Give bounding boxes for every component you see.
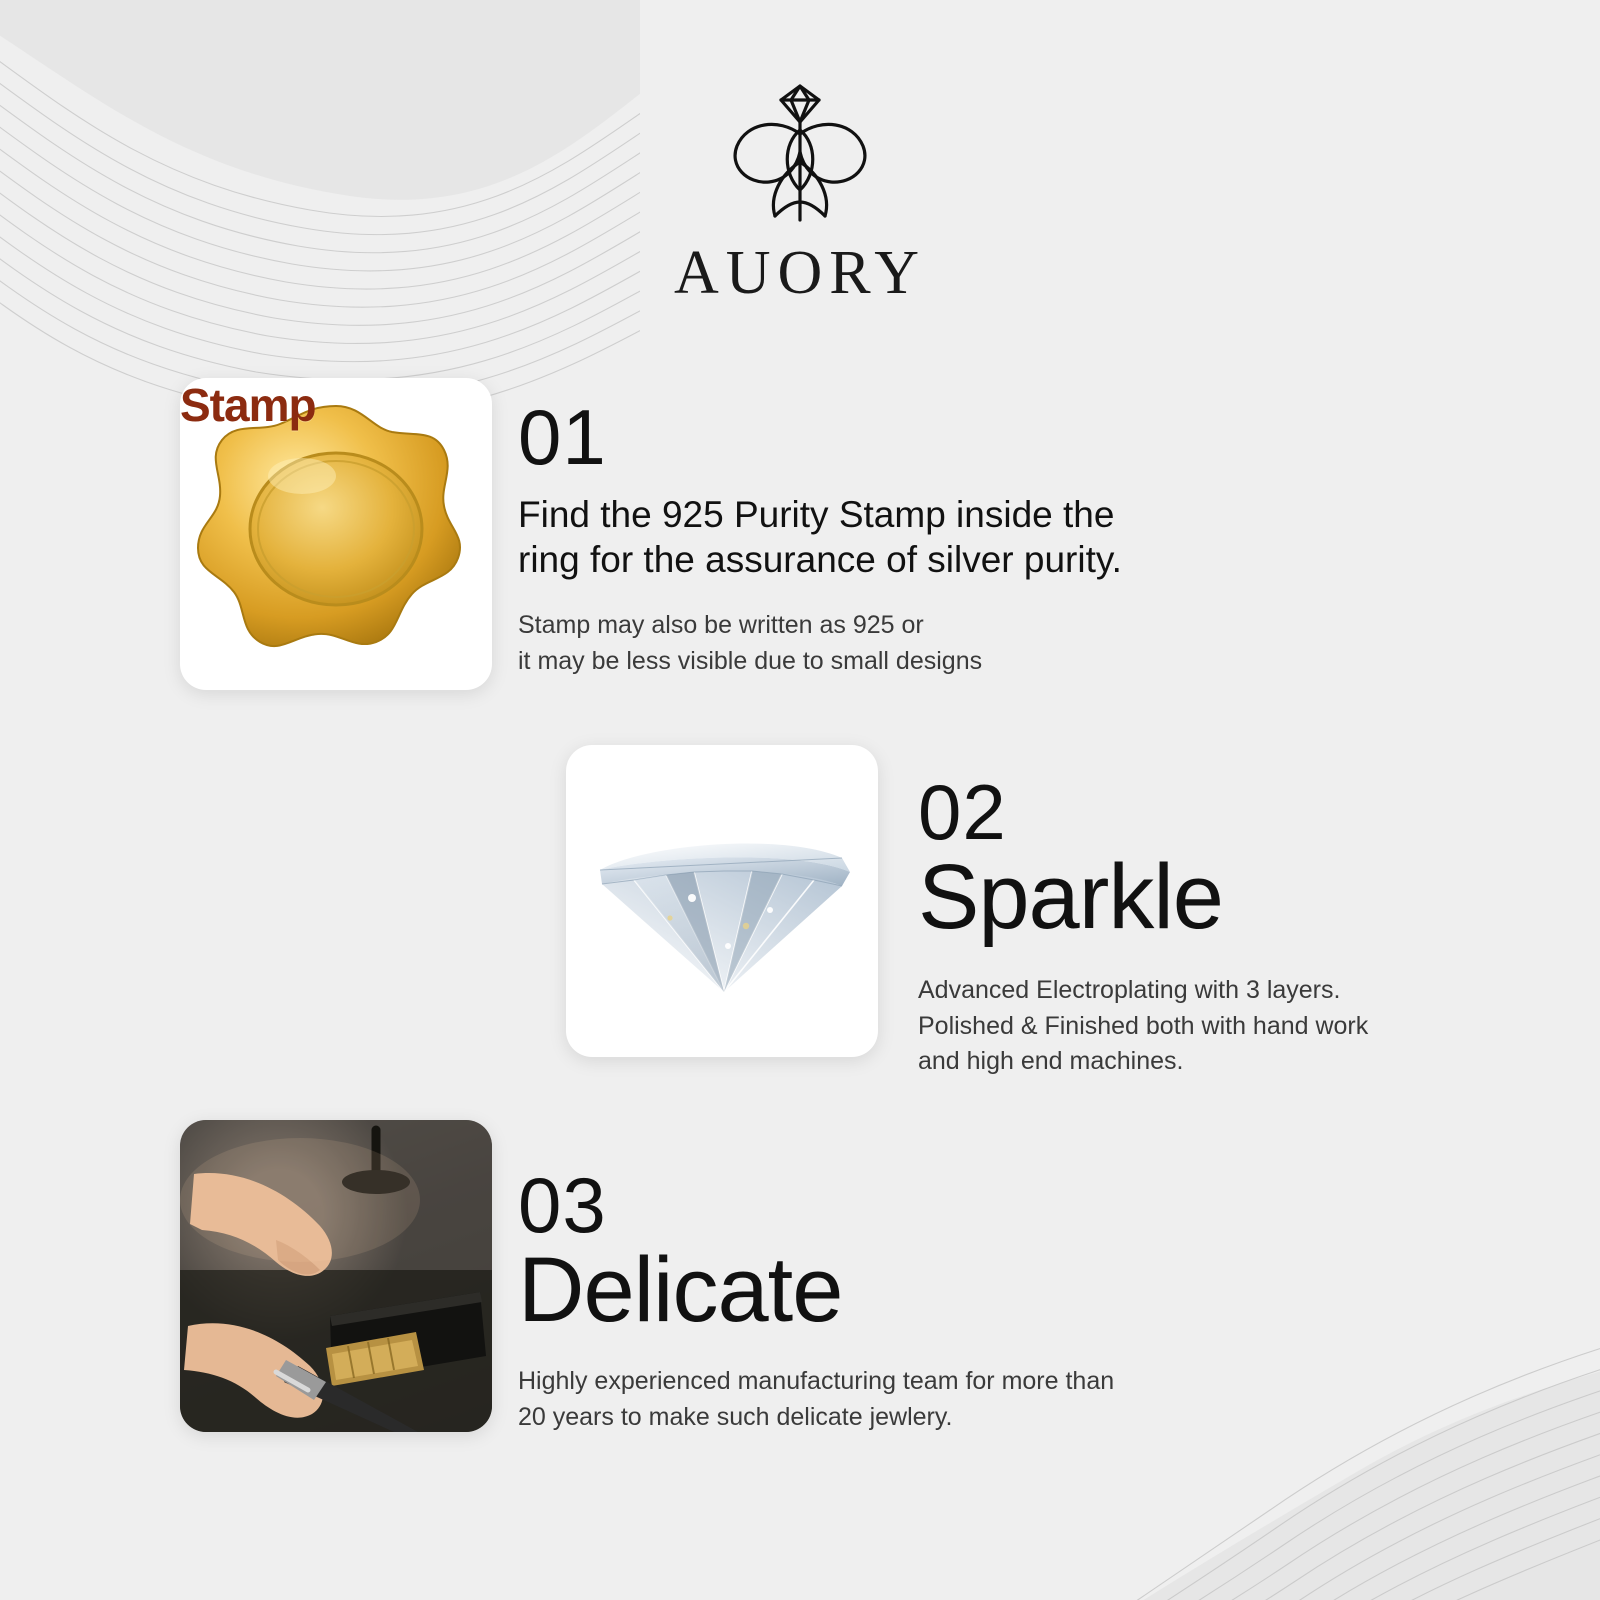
feature-03-copy bbox=[518, 1120, 1114, 1435]
feature-03-number: 03 bbox=[518, 1161, 607, 1249]
feature-02-subtext-line-2: Polished & Finished both with hand work bbox=[918, 1011, 1369, 1040]
feature-02-subtext bbox=[918, 973, 1368, 1080]
diamond-gem-icon bbox=[574, 786, 870, 1016]
feature-row-02 bbox=[566, 745, 1368, 1080]
feature-02-image bbox=[566, 745, 878, 1057]
brand-header bbox=[0, 78, 1600, 309]
diamond-ornament-icon bbox=[695, 78, 905, 228]
feature-01-subtext-line-2: it may be less visible due to small designs bbox=[518, 646, 983, 675]
jeweler-workshop-photo bbox=[180, 1120, 492, 1432]
feature-02-number: 02 bbox=[918, 768, 1007, 856]
feature-03-subtext bbox=[518, 1364, 1114, 1435]
feature-03-subtext-line-2: 20 years to make such delicate jewlery. bbox=[518, 1402, 953, 1431]
feature-01-lede: Find the 925 Purity Stamp inside the ring for the assurance of silver purity. bbox=[518, 494, 1122, 581]
brand-name: AUORY bbox=[673, 239, 927, 307]
feature-02-title: Sparkle bbox=[918, 846, 1223, 949]
feature-02-subtext-line-3: and high end machines. bbox=[918, 1047, 1184, 1076]
feature-row-03 bbox=[180, 1120, 1114, 1435]
feature-03-subtext-line-1: Highly experienced manufacturing team for more than bbox=[518, 1367, 1115, 1396]
feature-01-image bbox=[180, 378, 492, 690]
feature-01-image-caption: Stamp bbox=[180, 379, 316, 431]
feature-03-title: Delicate bbox=[518, 1239, 843, 1342]
feature-03-image bbox=[180, 1120, 492, 1432]
feature-01-subtext-line-1: Stamp may also be written as 925 or bbox=[518, 611, 924, 640]
feature-row-01 bbox=[180, 378, 1158, 690]
feature-02-copy bbox=[918, 745, 1368, 1080]
feature-01-copy bbox=[518, 378, 1158, 679]
feature-02-subtext-line-1: Advanced Electroplating with 3 layers. bbox=[918, 976, 1341, 1005]
jeweler-hands-illustration bbox=[180, 1120, 492, 1432]
feature-01-subtext bbox=[518, 608, 1158, 679]
feature-01-number: 01 bbox=[518, 393, 607, 481]
